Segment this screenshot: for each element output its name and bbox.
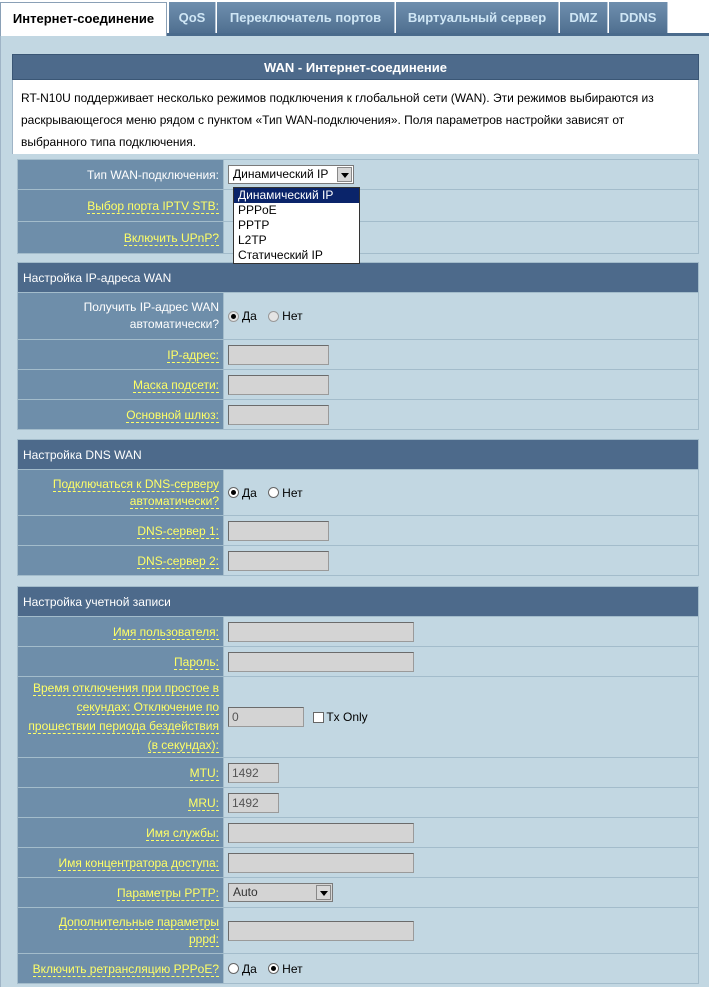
password-input[interactable] xyxy=(228,652,414,672)
account-section-header: Настройка учетной записи xyxy=(18,587,699,617)
mtu-label-text[interactable]: MTU: xyxy=(189,765,219,780)
intro-text: RT-N10U поддерживает несколько режимов подключения к глобальной сети (WAN). Эти режимов выбираются из раскрывающегося меню рядом с пунктом «Тип WAN-подключения». Поля параметров настройки зависят от выбранного типа подключения. xyxy=(12,80,699,154)
dns1-label[interactable] xyxy=(18,516,224,546)
tab-qos[interactable]: QoS xyxy=(169,2,216,33)
chevron-down-icon[interactable] xyxy=(316,885,331,900)
ip-auto-label: Получить IP-адрес WAN автоматически? xyxy=(18,293,224,340)
dns-auto-yes-label: Да xyxy=(242,485,257,500)
ac-name-label[interactable] xyxy=(18,848,224,878)
pppd-options-cell xyxy=(224,908,699,954)
pppoe-relay-no-label: Нет xyxy=(282,961,303,976)
account-settings-table xyxy=(17,586,699,984)
chevron-down-icon[interactable] xyxy=(337,167,352,182)
tx-only-checkbox[interactable] xyxy=(313,712,324,723)
dns-auto-no-label: Нет xyxy=(282,485,303,500)
ip-address-label[interactable] xyxy=(18,340,224,370)
wan-type-cell xyxy=(224,160,699,190)
tab-ddns[interactable]: DDNS xyxy=(609,2,668,33)
tx-only-label: Tx Only xyxy=(326,710,368,724)
dns-settings-table xyxy=(17,439,699,576)
ac-name-cell xyxy=(224,848,699,878)
dns1-input[interactable] xyxy=(228,521,329,541)
mru-label-text[interactable]: MRU: xyxy=(188,795,219,810)
pppd-options-input[interactable] xyxy=(228,921,414,941)
gateway-label-text[interactable]: Основной шлюз: xyxy=(126,407,219,422)
pppoe-relay-yes-radio[interactable] xyxy=(228,963,239,974)
dns-auto-label-text[interactable]: Подключаться к DNS-серверу автоматически? xyxy=(52,476,219,508)
idle-time-label-text[interactable]: Время отключения при простое в секундах: Отключение по прошествии периода бездействия (в секундах): xyxy=(28,681,219,752)
wan-type-select[interactable] xyxy=(228,165,354,184)
tab-internet-connection[interactable]: Интернет-соединение xyxy=(0,2,167,36)
dns1-label-text[interactable]: DNS-сервер 1: xyxy=(137,523,219,538)
service-name-label[interactable] xyxy=(18,818,224,848)
service-name-input[interactable] xyxy=(228,823,414,843)
ac-name-input[interactable] xyxy=(228,853,414,873)
pppd-options-label[interactable] xyxy=(18,908,224,954)
subnet-mask-label-text[interactable]: Маска подсети: xyxy=(132,377,219,392)
ip-address-cell xyxy=(224,340,699,370)
gateway-input[interactable] xyxy=(228,405,329,425)
idle-time-input[interactable]: 0 xyxy=(228,707,304,727)
dns2-label-text[interactable]: DNS-сервер 2: xyxy=(137,553,219,568)
ip-address-label-text[interactable]: IP-адрес: xyxy=(167,347,219,362)
option-pptp[interactable]: PPTP xyxy=(238,218,270,232)
idle-time-cell xyxy=(224,677,699,758)
upnp-label[interactable] xyxy=(18,222,224,254)
mtu-input[interactable]: 1492 xyxy=(228,763,279,783)
wan-type-value: Динамический IP xyxy=(233,167,329,181)
ip-auto-cell xyxy=(224,293,699,340)
pppoe-relay-cell xyxy=(224,954,699,984)
mtu-label[interactable] xyxy=(18,758,224,788)
username-label-text[interactable]: Имя пользователя: xyxy=(112,624,219,639)
ip-section-header: Настройка IP-адреса WAN xyxy=(18,263,699,293)
pptp-options-label[interactable] xyxy=(18,878,224,908)
upnp-label-text[interactable]: Включить UPnP? xyxy=(123,230,219,245)
ip-address-input[interactable] xyxy=(228,345,329,365)
password-cell xyxy=(224,647,699,677)
option-l2tp[interactable]: L2TP xyxy=(238,233,267,247)
iptv-stb-label[interactable] xyxy=(18,190,224,222)
ip-auto-yes-label: Да xyxy=(242,309,257,324)
service-name-cell xyxy=(224,818,699,848)
pptp-options-value: Auto xyxy=(233,885,258,899)
username-label[interactable] xyxy=(18,617,224,647)
iptv-stb-label-text[interactable]: Выбор порта IPTV STB: xyxy=(87,198,219,213)
tab-dmz[interactable]: DMZ xyxy=(560,2,608,33)
ip-auto-no-radio[interactable] xyxy=(268,311,279,322)
ip-auto-yes-radio[interactable] xyxy=(228,311,239,322)
pppd-options-label-text[interactable]: Дополнительные параметры pppd: xyxy=(58,914,219,946)
idle-time-label[interactable] xyxy=(18,677,224,758)
mru-label[interactable] xyxy=(18,788,224,818)
dns2-label[interactable] xyxy=(18,546,224,576)
subnet-mask-label[interactable] xyxy=(18,370,224,400)
subnet-mask-input[interactable] xyxy=(228,375,329,395)
dns1-cell xyxy=(224,516,699,546)
dns2-input[interactable] xyxy=(228,551,329,571)
username-cell xyxy=(224,617,699,647)
wan-type-dropdown-list[interactable] xyxy=(233,187,360,264)
password-label[interactable] xyxy=(18,647,224,677)
dns2-cell xyxy=(224,546,699,576)
mtu-cell xyxy=(224,758,699,788)
pptp-options-select[interactable] xyxy=(228,883,333,902)
ip-settings-table xyxy=(17,262,699,430)
option-pppoe[interactable]: PPPoE xyxy=(238,203,277,217)
dns-auto-yes-radio[interactable] xyxy=(228,487,239,498)
pptp-options-cell xyxy=(224,878,699,908)
wan-type-label: Тип WAN-подключения: xyxy=(18,160,224,190)
gateway-cell xyxy=(224,400,699,430)
dns-section-header: Настройка DNS WAN xyxy=(18,440,699,470)
username-input[interactable] xyxy=(228,622,414,642)
mru-cell xyxy=(224,788,699,818)
password-label-text[interactable]: Пароль: xyxy=(174,654,219,669)
gateway-label[interactable] xyxy=(18,400,224,430)
tab-bar xyxy=(0,0,709,36)
page-title: WAN - Интернет-соединение xyxy=(12,54,699,80)
option-static-ip[interactable]: Статический IP xyxy=(238,248,323,262)
tab-virtual-server[interactable]: Виртуальный сервер xyxy=(396,2,559,33)
ip-auto-no-label: Нет xyxy=(282,309,303,324)
subnet-mask-cell xyxy=(224,370,699,400)
service-name-label-text[interactable]: Имя службы: xyxy=(146,825,219,840)
mru-input[interactable]: 1492 xyxy=(228,793,279,813)
tab-port-switch[interactable]: Переключатель портов xyxy=(217,2,395,33)
dns-auto-label[interactable] xyxy=(18,470,224,516)
pppoe-relay-label[interactable] xyxy=(18,954,224,984)
ac-name-label-text[interactable]: Имя концентратора доступа: xyxy=(58,855,219,870)
pppoe-relay-no-radio[interactable] xyxy=(268,963,279,974)
pptp-options-label-text[interactable]: Параметры PPTP: xyxy=(117,885,219,900)
dns-auto-cell xyxy=(224,470,699,516)
pppoe-relay-label-text[interactable]: Включить ретрансляцию PPPoE? xyxy=(32,961,219,976)
dns-auto-no-radio[interactable] xyxy=(268,487,279,498)
option-dynamic-ip[interactable]: Динамический IP xyxy=(234,188,359,203)
pppoe-relay-yes-label: Да xyxy=(242,961,257,976)
